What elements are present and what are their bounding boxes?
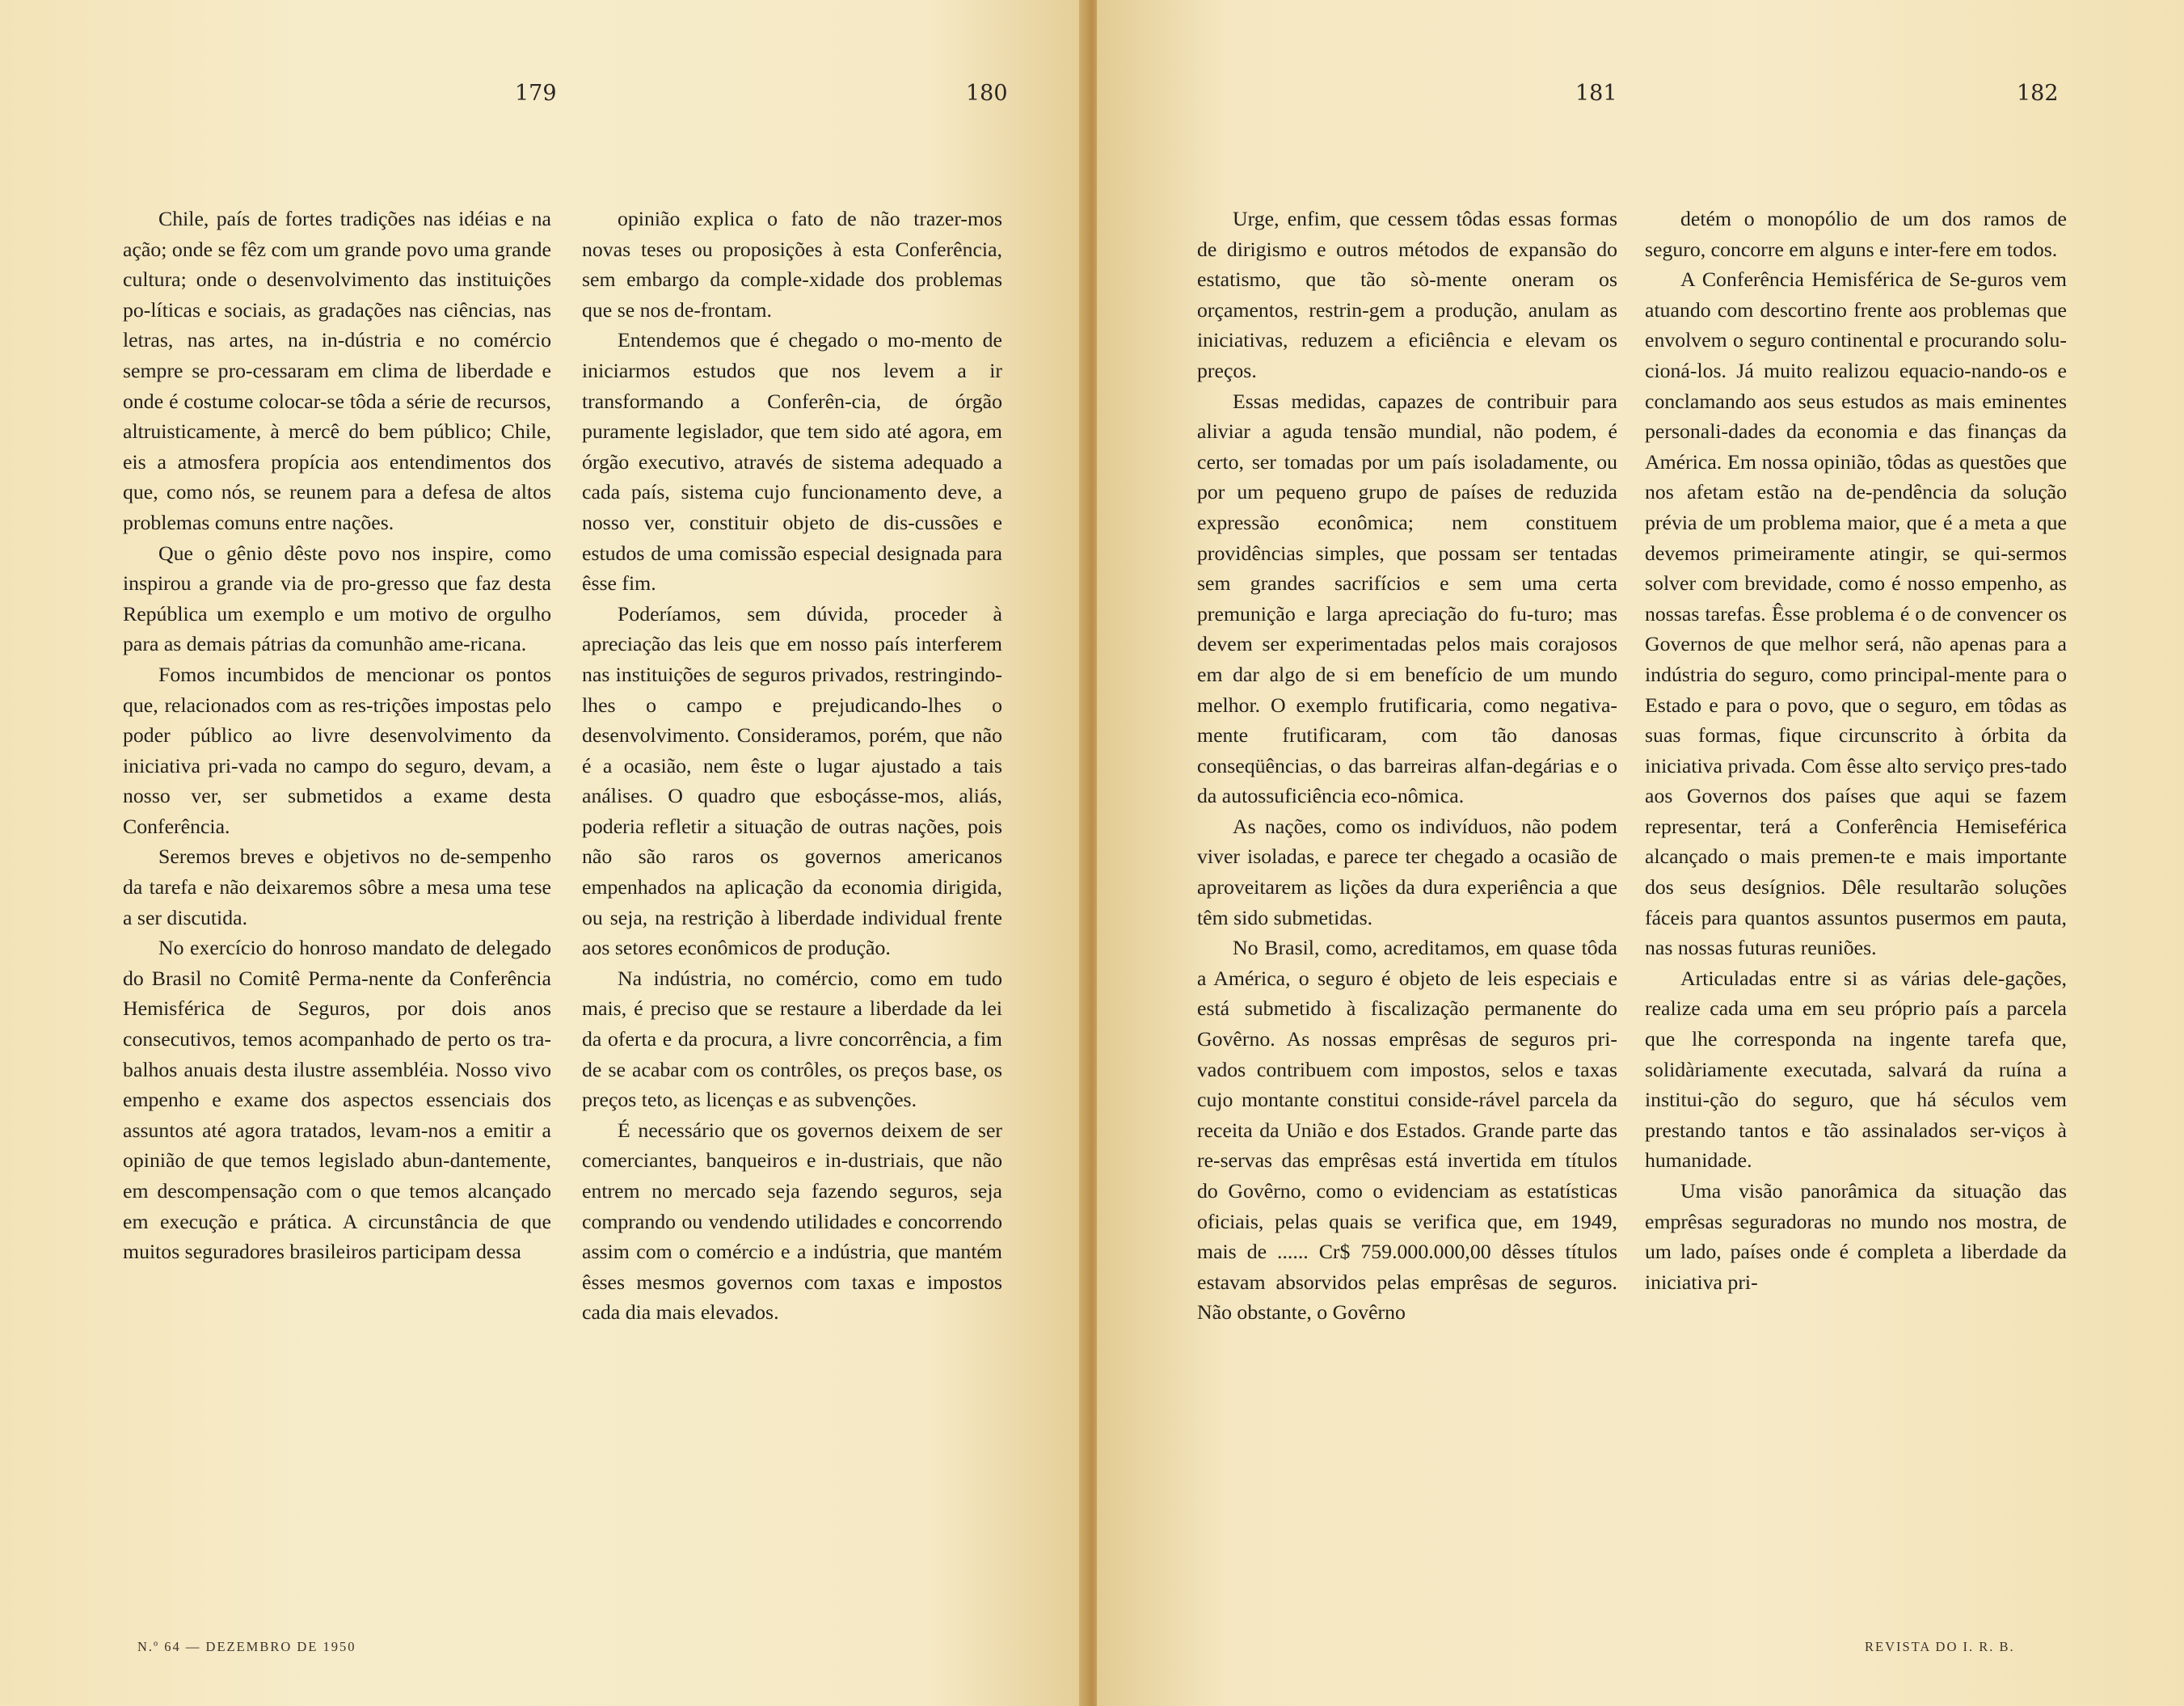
page-number-181: 181 — [1575, 81, 1617, 106]
paragraph: Chile, país de fortes tradições nas idéias e na ação; onde se fêz com um grande povo uma grande cultura; onde o desenvolvimento das instituições po-líticas e sociais, as gradações nas ciências, nas letras, nas artes, na in-dústria e no comércio sempre se pro-cessaram em clima de liberdade e onde é costume colocar-se tôda a série de recursos, altruisticamente, à mercê do bem público; Chile, eis a atmosfera propícia aos entendimentos dos que, como nós, se reunem para a defesa de altos problemas comuns entre nações. — [123, 207, 551, 534]
paragraph: Na indústria, no comércio, como em tudo mais, é preciso que se restaure a liberdade da lei da oferta e da procura, a livre concorrência, a fim de se acabar com os contrôles, os preços base, os preços teto, as licenças e as subvenções. — [582, 966, 1002, 1112]
paragraph: Seremos breves e objetivos no de-sempenho da tarefa e não deixaremos sôbre a mesa uma tese a ser discutida. — [123, 845, 551, 929]
paragraph: Urge, enfim, que cessem tôdas essas formas de dirigismo e outros métodos de expansão do estatismo, que tão sò-mente oneram os orçamentos, restrin-gem a produção, anulam as iniciativas, reduzem a eficiência e elevam os preços. — [1197, 207, 1617, 382]
paragraph: opinião explica o fato de não trazer-mos novas teses ou proposições à esta Conferência, sem embargo da comple-xidade dos problemas que se nos de-frontam. — [582, 207, 1002, 322]
left-page-column-2 — [582, 204, 1002, 1328]
journal-footer: REVISTA DO I. R. B. — [1865, 1639, 2015, 1654]
paragraph: Entendemos que é chegado o mo-mento de iniciarmos estudos que nos levem a ir transformando a Conferên-cia, de órgão puramente legislador, que tem sido até agora, em órgão executivo, através de sistema adequado a cada país, sistema cujo funcionamento deve, a nosso ver, constituir objeto de dis-cussões e estudos de uma comissão especial designada para êsse fim. — [582, 328, 1002, 596]
paragraph: detém o monopólio de um dos ramos de seguro, concorre em alguns e inter-fere em todos. — [1645, 207, 2067, 261]
paragraph: A Conferência Hemisférica de Se-guros vem atuando com descortino frente aos problemas que envolvem o seguro continental e procurando solu-cioná-los. Já muito realizou equacio-nando-os e conclamando aos seus estudos as mais eminentes personali-dades da economia e das finanças da América. Em nossa opinião, tôdas as questões que nos afetam estão na de-pendência da solução prévia de um problema maior, que é a meta a que devemos primeiramente atingir, se qui-sermos solver com brevidade, como é nosso empenho, as nossas tarefas. Êsse problema é o de convencer os Governos de que melhor será, não apenas para a indústria do seguro, como principal-mente para o Estado e para o povo, que o seguro, em tôdas as suas formas, fique circunscrito à órbita da iniciativa privada. Com êsse alto serviço pres-tado aos Governos dos países que aqui se fazem representar, terá a Conferência Hemiseférica alcançado o mais premen-te e mais importante dos seus desígnios. Dêle resultarão soluções fáceis para quantos assuntos pusermos em pauta, nas nossas futuras reuniões. — [1645, 267, 2067, 960]
right-page-column-1 — [1197, 204, 1617, 1328]
paragraph: No Brasil, como, acreditamos, em quase tôda a América, o seguro é objeto de leis especiais e está submetido à fiscalização permanente do Govêrno. As nossas emprêsas de seguros pri-vados contribuem com impostos, selos e taxas cujo montante constitui conside-rável parcela da receita da União e dos Estados. Grande parte das re-servas das emprêsas está invertida em títulos do Govêrno, como o evidenciam as estatísticas oficiais, pelas quais se verifica que, em 1949, mais de ...... Cr$ 759.000.000,00 dêsses títulos estavam absorvidos pelas emprêsas de seguros. Não obstante, o Govêrno — [1197, 936, 1617, 1325]
page-number-179: 179 — [515, 81, 557, 106]
paragraph: As nações, como os indivíduos, não podem viver isoladas, e parece ter chegado a ocasião de aproveitarem as lições da dura experiência a que têm sido submetidas. — [1197, 814, 1617, 929]
left-page — [0, 0, 1087, 1706]
paragraph: É necessário que os governos deixem de ser comerciantes, banqueiros e in-dustriais, que não entrem no mercado seja fazendo seguros, seja comprando ou vendendo utilidades e concorrendo assim com o comércio e a indústria, que mantém êsses mesmos governos com taxas e impostos cada dia mais elevados. — [582, 1118, 1002, 1325]
paragraph: Articuladas entre si as várias dele-gações, realize cada uma em seu próprio país a parcela que lhe corresponda na ingente tarefa que, solidàriamente executada, salvará da ruína a institui-ção do seguro, que há séculos vem prestando tantos e tão assinalados ser-viços à humanidade. — [1645, 966, 2067, 1173]
page-number-182: 182 — [2017, 81, 2059, 106]
paragraph: Uma visão panorâmica da situação das emprêsas seguradoras no mundo nos mostra, de um lado, países onde é completa a liberdade da iniciativa pri- — [1645, 1179, 2067, 1294]
left-page-column-1 — [123, 204, 551, 1267]
paragraph: No exercício do honroso mandato de delegado do Brasil no Comitê Perma-nente da Conferência Hemisférica de Seguros, por dois anos consecutivos, temos acompanhado de perto os tra-balhos anuais desta ilustre assembléia. Nosso vivo empenho e exame dos aspectos essenciais dos assuntos até agora tratados, levam-nos a emitir a opinião de que temos legislado abun-dantemente, em descompensação com o que temos alcançado em execução e prática. A circunstância de que muitos seguradores brasileiros participam dessa — [123, 936, 551, 1264]
paragraph: Poderíamos, sem dúvida, proceder à apreciação das leis que em nosso país interferem nas instituições de seguros privados, restringindo-lhes o campo e prejudicando-lhes o desenvolvimento. Consideramos, porém, que não é a ocasião, nem êste o lugar ajustado a tais análises. O quadro que esboçásse-mos, aliás, poderia refletir a situação de outras nações, pois não são raros os governos americanos empenhados na aplicação da economia dirigida, ou seja, na restrição à liberdade individual frente aos setores econômicos de produção. — [582, 601, 1002, 960]
right-page-column-2 — [1645, 204, 2067, 1297]
page-number-180: 180 — [966, 81, 1008, 106]
right-page — [1097, 0, 2184, 1706]
paragraph: Essas medidas, capazes de contribuir para aliviar a aguda tensão mundial, não podem, é certo, ser tomadas por um país isoladamente, ou por um pequeno grupo de países de reduzida expressão econômica; nem constituem providências simples, que possam ser tentadas sem grandes sacrifícios e sem uma certa premunição e larga apreciação do fu-turo; mas devem ser experimentadas pelos mais corajosos em dar algo de si em benefício de um mundo melhor. O exemplo frutificaria, como negativa-mente frutificaram, com tão danosas conseqüências, o das barreiras alfan-degárias e o da autossuficiência eco-nômica. — [1197, 389, 1617, 808]
paragraph: Que o gênio dêste povo nos inspire, como inspirou a grande via de pro-gresso que faz desta República um exemplo e um motivo de orgulho para as demais pátrias da comunhão ame-ricana. — [123, 541, 551, 656]
issue-footer: N.º 64 — DEZEMBRO DE 1950 — [137, 1639, 356, 1654]
paragraph: Fomos incumbidos de mencionar os pontos que, relacionados com as res-trições impostas pelo poder público ao livre desenvolvimento da iniciativa pri-vada no campo do seguro, devam, a nosso ver, ser submetidos a exame desta Conferência. — [123, 662, 551, 838]
